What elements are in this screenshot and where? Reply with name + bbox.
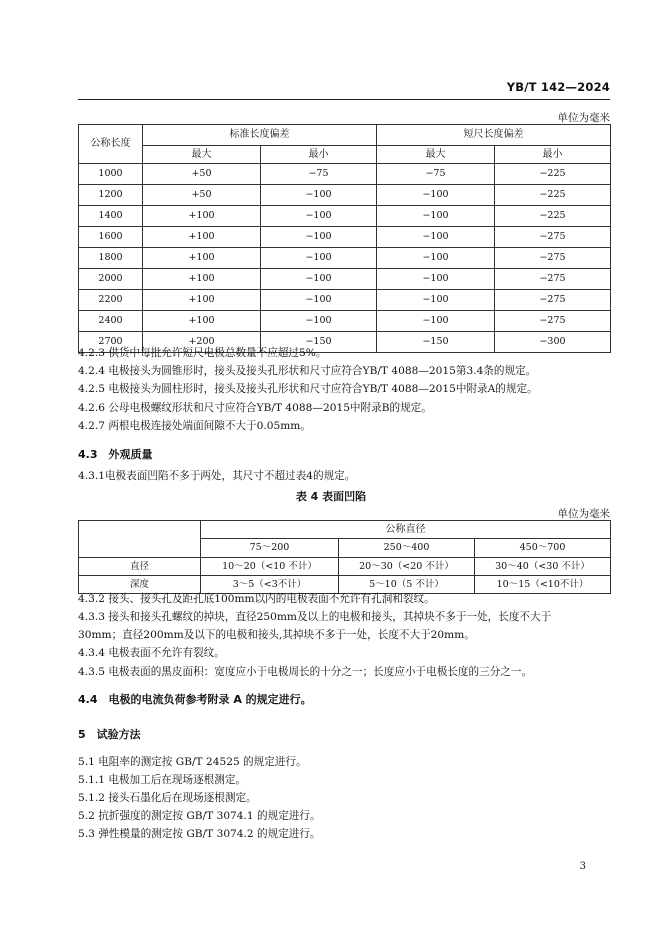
row-label-diameter: 直径 [79,558,201,576]
cell: −275 [495,227,611,248]
sub-max: 最大 [143,146,261,164]
clause-4-3-2: 4.3.2 接头、接头孔及距孔底100mm以内的电极表面不允许有孔洞和裂纹。 [78,593,435,605]
cell: −100 [377,227,495,248]
cell: −275 [495,311,611,332]
table-row [79,311,611,332]
cell: −100 [261,269,377,290]
cell: 1800 [79,248,143,269]
clause-4-3-3-line2: 30mm；直径200mm及以下的电极和接头,其掉块不多于一处，长度不大于20mm。 [78,629,475,641]
cell: +100 [143,311,261,332]
clause-4-2-7: 4.2.7 两根电极连接处端面间隙不大于0.05mm。 [78,420,311,432]
cell: −100 [261,206,377,227]
clause-4-2-5: 4.2.5 电极接头为圆柱形时，接头及接头孔形状和尺寸应符合YB/T 4088—2015中附录A的规定。 [78,383,538,395]
range-250-400: 250～400 [339,539,475,558]
col-nominal-length: 公称长度 [79,125,143,164]
cell: 20～30（<20 不计） [339,558,475,576]
cell: +100 [143,227,261,248]
table4-unit: 单位为毫米 [557,508,610,520]
table-row [79,185,611,206]
table4-corner-cell [79,521,201,558]
cell: −275 [495,290,611,311]
row-label-depth: 深度 [79,576,201,594]
cell: −100 [377,269,495,290]
clause-4-2-3: 4.2.3 供货中每批允许短尺电极总数量不应超过5%。 [78,347,327,359]
cell: 3～5（<3不计） [201,576,339,594]
cell: 1000 [79,164,143,185]
cell: 30～40（<30 不计） [475,558,611,576]
cell: 5～10（5 不计） [339,576,475,594]
table-row [79,269,611,290]
cell: −150 [377,332,495,353]
cell: −100 [261,311,377,332]
section-4-3-title: 4.3 外观质量 [78,448,153,461]
cell: +50 [143,185,261,206]
cell: −100 [261,185,377,206]
cell: 10～15（<10不计） [475,576,611,594]
cell: −225 [495,206,611,227]
range-75-200: 75～200 [201,539,339,558]
table4-caption: 表 4 表面凹陷 [295,490,367,503]
cell: −225 [495,185,611,206]
cell: +50 [143,164,261,185]
cell: −100 [377,206,495,227]
table-row [79,248,611,269]
cell: −75 [377,164,495,185]
cell: −100 [377,311,495,332]
clause-5-2: 5.2 抗折强度的测定按 GB/T 3074.1 的规定进行。 [78,810,321,822]
clause-4-2-6: 4.2.6 公母电极螺纹形状和尺寸应符合YB/T 4088—2015中附录B的规定。 [78,402,432,414]
table1-unit: 单位为毫米 [557,112,610,124]
cell: 1200 [79,185,143,206]
cell: −100 [377,290,495,311]
cell: −275 [495,248,611,269]
surface-dent-table [78,520,611,594]
table-row [79,164,611,185]
clause-4-3-1: 4.3.1电极表面凹陷不多于两处，其尺寸不超过表4的规定。 [78,470,356,482]
clause-5-1-1: 5.1.1 电极加工后在现场逐根测定。 [78,774,247,786]
table-row [79,290,611,311]
header-rule [78,99,610,100]
clause-5-1-2: 5.1.2 接头石墨化后在现场逐根测定。 [78,792,257,804]
clause-5-3: 5.3 弹性模量的测定按 GB/T 3074.2 的规定进行。 [78,828,321,840]
sub-max: 最大 [377,146,495,164]
cell: +100 [143,269,261,290]
group-standard-deviation: 标准长度偏差 [143,125,377,146]
cell: +200 [143,332,261,353]
table-row [79,558,611,576]
cell: −100 [261,290,377,311]
page-number: 3 [579,861,586,872]
cell: 2000 [79,269,143,290]
section-4-4: 4.4 电极的电流负荷参考附录 A 的规定进行。 [78,693,312,706]
table-row [79,576,611,594]
clause-4-3-4: 4.3.4 电极表面不允许有裂纹。 [78,647,225,659]
length-deviation-table [78,124,611,353]
cell: −100 [261,227,377,248]
cell: −100 [377,248,495,269]
cell: −100 [261,248,377,269]
cell: −300 [495,332,611,353]
cell: 2400 [79,311,143,332]
table-row [79,227,611,248]
clause-4-3-3-line1: 4.3.3 接头和接头孔螺纹的掉块，直径250mm及以上的电极和接头，其掉块不多于一处，长度不大于 [78,611,552,623]
cell: +100 [143,206,261,227]
standard-code: YB/T 142—2024 [506,80,610,94]
cell: +100 [143,248,261,269]
cell: −275 [495,269,611,290]
sub-min: 最小 [495,146,611,164]
cell: 2200 [79,290,143,311]
cell: −225 [495,164,611,185]
cell: 1600 [79,227,143,248]
cell: −150 [261,332,377,353]
sub-min: 最小 [261,146,377,164]
clause-5-1: 5.1 电阻率的测定按 GB/T 24525 的规定进行。 [78,756,307,768]
range-450-700: 450～700 [475,539,611,558]
clause-4-2-4: 4.2.4 电极接头为圆锥形时，接头及接头孔形状和尺寸应符合YB/T 4088—2015第3.4条的规定。 [78,365,537,377]
header-nominal-diameter: 公称直径 [201,521,611,539]
clause-4-3-5: 4.3.5 电极表面的黑皮面积：宽度应小于电极周长的十分之一；长度应小于电极长度的三分之一。 [78,666,533,678]
cell: 10～20（<10 不计） [201,558,339,576]
section-5-title: 5 试验方法 [78,728,141,741]
group-short-deviation: 短尺长度偏差 [377,125,611,146]
cell: +100 [143,290,261,311]
table-row [79,206,611,227]
cell: −100 [377,185,495,206]
cell: 2700 [79,332,143,353]
cell: −75 [261,164,377,185]
cell: 1400 [79,206,143,227]
